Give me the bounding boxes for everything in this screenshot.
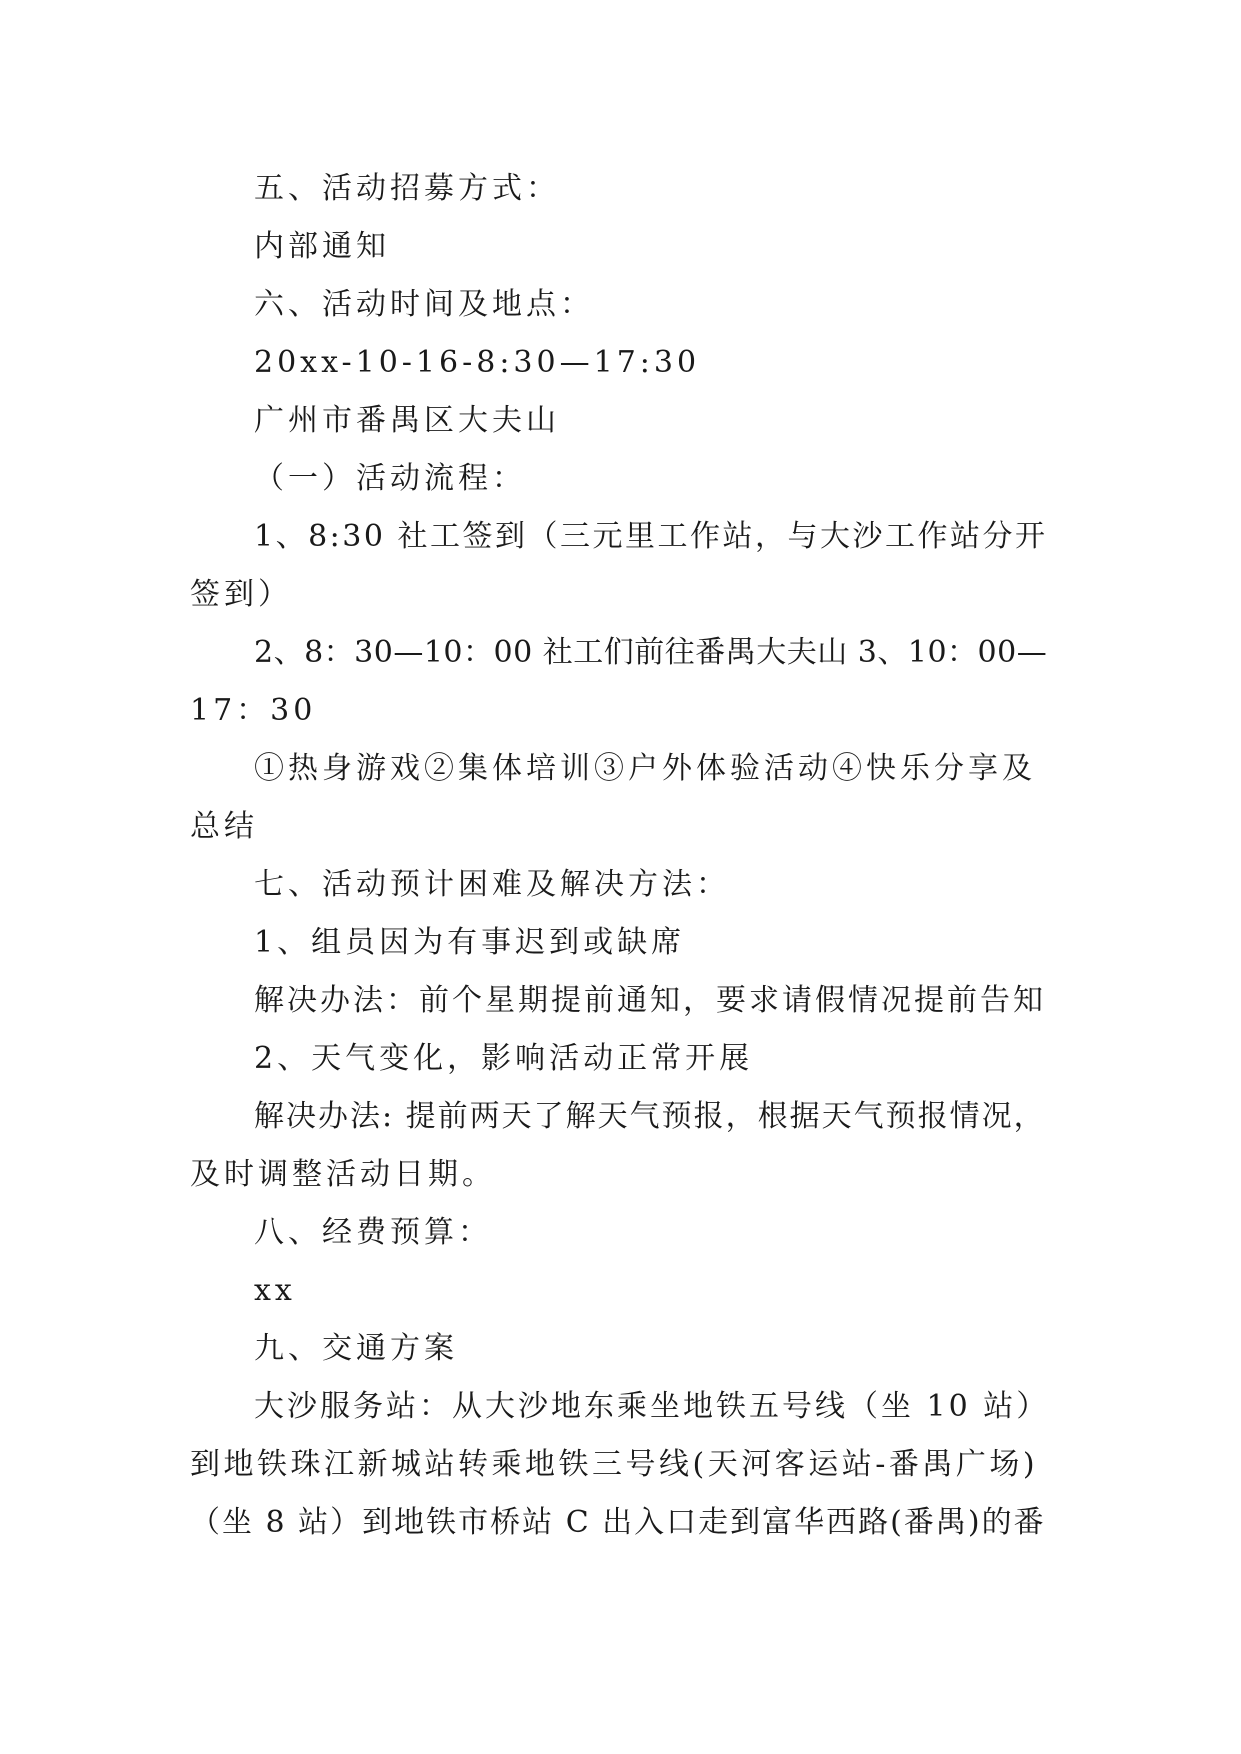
paragraph-step-1-cont: 签到） bbox=[190, 577, 292, 612]
paragraph-transport-2: 到地铁珠江新城站转乘地铁三号线(天河客运站-番禺广场) bbox=[190, 1447, 1039, 1482]
paragraph-step-2: 2、8：30—10：00 社工们前往番禺大夫山 3、10：00— bbox=[254, 635, 1048, 670]
heading-difficulties: 七、活动预计困难及解决方法： bbox=[254, 867, 730, 902]
paragraph-difficulty-1: 1、组员因为有事迟到或缺席 bbox=[254, 925, 686, 960]
heading-time-location: 六、活动时间及地点： bbox=[254, 287, 594, 322]
paragraph-location: 广州市番禺区大夫山 bbox=[254, 403, 560, 438]
paragraph-budget: xx bbox=[254, 1273, 296, 1308]
heading-process: （一）活动流程： bbox=[254, 461, 526, 496]
paragraph-transport-1: 大沙服务站：从大沙地东乘坐地铁五号线（坐 10 站） bbox=[254, 1389, 1050, 1424]
paragraph-time: 20xx-10-16-8:30—17:30 bbox=[254, 345, 701, 380]
paragraph-solution-2-cont: 及时调整活动日期。 bbox=[190, 1157, 496, 1192]
paragraph-step-2-cont: 17：30 bbox=[190, 693, 317, 728]
document-body bbox=[190, 160, 1050, 1552]
heading-budget: 八、经费预算： bbox=[254, 1215, 492, 1250]
paragraph-recruitment: 内部通知 bbox=[254, 229, 390, 264]
paragraph-step-1: 1、8:30 社工签到（三元里工作站，与大沙工作站分开 bbox=[254, 519, 1048, 554]
paragraph-solution-2: 解决办法: 提前两天了解天气预报，根据天气预报情况， bbox=[254, 1099, 1046, 1134]
heading-recruitment: 五、活动招募方式： bbox=[254, 171, 560, 206]
heading-transport: 九、交通方案 bbox=[254, 1331, 458, 1366]
paragraph-solution-1: 解决办法：前个星期提前通知，要求请假情况提前告知 bbox=[254, 983, 1046, 1018]
paragraph-activities: ①热身游戏②集体培训③户外体验活动④快乐分享及 bbox=[254, 751, 1036, 786]
paragraph-transport-3: （坐 8 站）到地铁市桥站 C 出入口走到富华西路(番禺)的番 bbox=[190, 1505, 1046, 1540]
paragraph-activities-cont: 总结 bbox=[190, 809, 258, 844]
paragraph-difficulty-2: 2、天气变化，影响活动正常开展 bbox=[254, 1041, 754, 1076]
